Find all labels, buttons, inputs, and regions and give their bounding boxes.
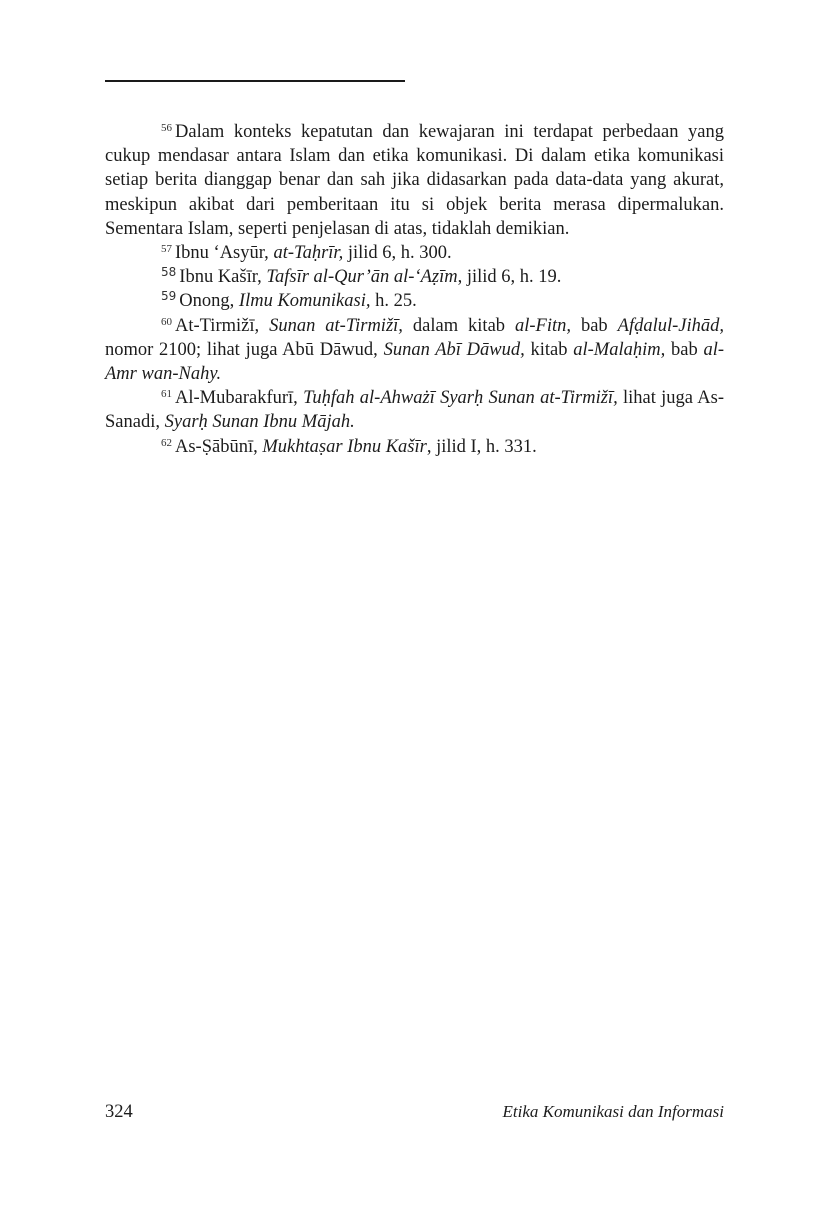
footnote-61 — [105, 386, 724, 434]
footnote-58 — [105, 265, 724, 289]
footnote-italic-title: Tuḥfah al-Ahważī Syarḥ Sunan at-Tirmižī, — [303, 388, 618, 409]
footnote-text: dalam kitab — [402, 315, 515, 336]
footnote-number: 57 — [161, 243, 172, 256]
running-title: Etika Komunikasi dan Informasi — [502, 1102, 724, 1121]
footnote-italic-title: Afḍalul-Jihād, — [617, 315, 725, 336]
footnote-text: Al-Mubarakfurī, — [175, 388, 304, 409]
footnote-italic-title: Sunan Abī Dāwud, — [383, 339, 525, 360]
footnotes-section — [105, 120, 724, 459]
footnote-text: , jilid I, h. 331. — [426, 436, 537, 457]
footnote-italic-title: al-Fitn, — [515, 315, 572, 336]
footnote-text: Dalam konteks kepatutan dan kewajaran ini terdapat perbedaan yang cukup mendasar antara Islam dan etika komunikasi. Di dalam etika komunikasi setiap berita dianggap benar dan sah jika didasarkan pada data-data yang akurat, meskipun akibat dari pemberitaan itu si objek berita merasa dipermalukan. Sementara Islam, seperti penjelasan di atas, tidaklah demikian. — [105, 122, 724, 239]
footnote-text: At-Tirmižī, — [175, 315, 270, 336]
footnote-italic-title: Syarḥ Sunan Ibnu Mājah. — [164, 412, 355, 433]
footnote-60 — [105, 314, 724, 387]
footnote-italic-title: al-Malaḥim, — [573, 339, 666, 360]
footnote-text: bab — [665, 339, 704, 360]
footnote-text: Onong, — [179, 291, 239, 312]
footnote-separator-rule — [105, 80, 405, 82]
footnote-text: jilid 6, h. 300. — [343, 243, 452, 264]
footnote-italic-title: Mukhtaṣar Ibnu Kašīr — [262, 436, 427, 457]
footnote-italic-title: Tafsīr al-Qur’ān al-‘Aẓīm — [266, 267, 458, 288]
footnote-number: 61 — [161, 388, 172, 401]
footnote-59 — [105, 289, 724, 313]
footnote-italic-title: at-Taḥrīr, — [273, 243, 344, 264]
footnote-text: Ibnu Kašīr, — [179, 267, 267, 288]
footnote-text: As-Ṣābūnī, — [175, 436, 263, 457]
footnote-text: , jilid 6, h. 19. — [457, 267, 562, 288]
footnote-text: h. 25. — [370, 291, 417, 312]
footnote-number: 59 — [161, 289, 177, 304]
footnote-number: 62 — [161, 436, 172, 449]
footnote-text: Ibnu ‘Asyūr, — [175, 243, 274, 264]
footnote-57 — [105, 241, 724, 265]
footnote-text: kitab — [524, 339, 574, 360]
footnote-italic-title: al-Amr wan-Nahy. — [105, 339, 725, 385]
footnote-62 — [105, 435, 724, 459]
footnote-number: 56 — [161, 122, 172, 134]
footnote-number: 60 — [161, 315, 172, 328]
footnote-text: nomor 2100; lihat juga Abū Dāwud, — [105, 339, 384, 360]
footnote-number: 58 — [161, 265, 177, 280]
footnote-56 — [105, 120, 724, 241]
footnote-italic-title: Sunan at-Tirmižī, — [269, 315, 403, 336]
footnote-text: lihat juga As-Sanadi, — [105, 388, 724, 433]
page-number: 324 — [105, 1102, 133, 1122]
footnote-text: bab — [571, 315, 618, 336]
footnote-italic-title: Ilmu Komunikasi, — [238, 291, 371, 312]
